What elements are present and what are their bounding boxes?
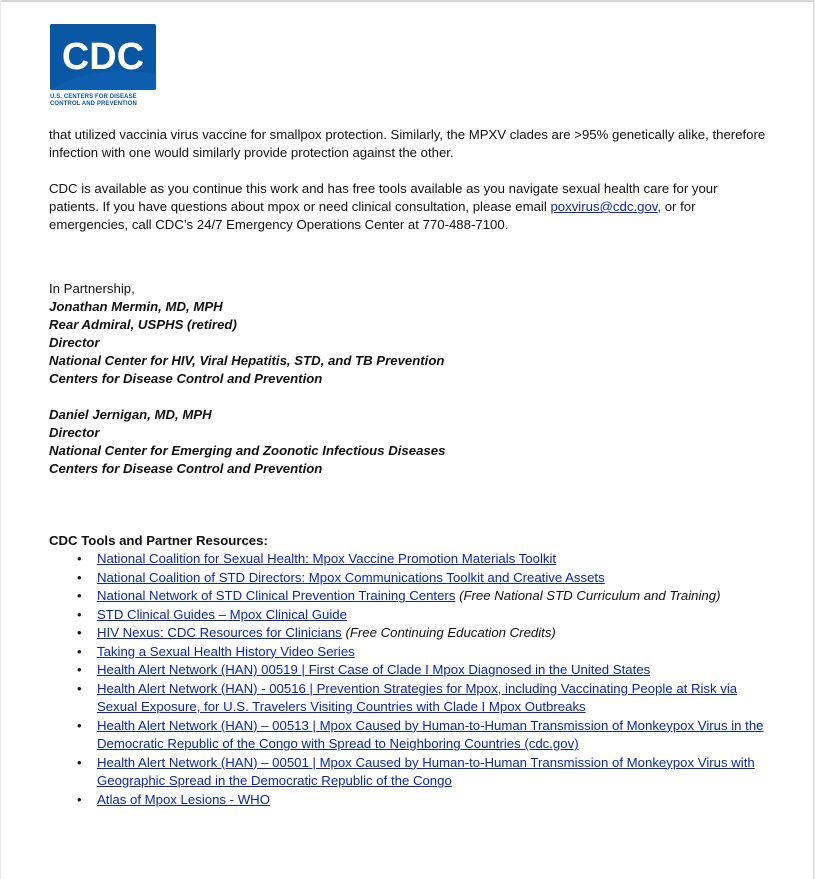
signer1-title: Director [49, 335, 100, 350]
page-left-border [0, 0, 1, 879]
paragraph-vaccine-protection: that utilized vaccinia virus vaccine for smallpox protection. Similarly, the MPXV clades are >95% genetically alike, therefore infection with one would similarly provide protection against the other. [49, 127, 766, 160]
cdc-logo [50, 24, 158, 112]
page-top-border [0, 0, 815, 2]
signer1-center: National Center for HIV, Viral Hepatitis, STD, and TB Prevention [49, 353, 445, 368]
signature-intro: In Partnership, [49, 281, 135, 296]
cdc-logo-subtitle-line1: U.S. CENTERS FOR DISEASE [50, 94, 137, 100]
resource-list-item [49, 791, 769, 810]
cdc-logo-subtitle [50, 94, 158, 108]
resource-list-item [49, 680, 769, 717]
resource-link[interactable]: STD Clinical Guides – Mpox Clinical Guide [97, 606, 347, 622]
bullet-icon: • [77, 606, 82, 622]
resource-list-item [49, 717, 769, 754]
resource-link[interactable]: Health Alert Network (HAN) - 00516 | Prevention Strategies for Mpox, including Vaccinating People at Risk via Sexual Exposure, for U.S. Travelers Visiting Countries with Clade I Mpox Outbreaks [97, 680, 738, 714]
bullet-icon: • [77, 662, 82, 677]
signer2-org: Centers for Disease Control and Prevention [49, 461, 323, 476]
signer2-title: Director [49, 425, 100, 440]
resource-link[interactable]: HIV Nexus: CDC Resources for Clinicians [97, 625, 342, 640]
bullet-icon: • [77, 625, 82, 640]
resource-link[interactable]: National Network of STD Clinical Prevention Training Centers [97, 588, 456, 603]
resources-section [49, 532, 769, 809]
signature-block [49, 280, 769, 478]
resource-list-item [49, 550, 769, 569]
bullet-icon: • [77, 551, 82, 566]
bullet-icon: • [77, 717, 82, 733]
signer1-org: Centers for Disease Control and Prevention [49, 371, 323, 386]
paragraph-cdc-contact-text: CDC is available as you continue this work and has free tools available as you navigate sexual health care for your patients. If you have questions about mpox or need clinical consultation, please email [49, 181, 718, 214]
cdc-logo-mark [50, 24, 156, 90]
resource-link[interactable]: National Coalition for Sexual Health: Mpox Vaccine Promotion Materials Toolkit [97, 551, 557, 566]
paragraph-cdc-contact-text-end: or for emergencies, call CDC’s 24/7 Emergency Operations Center at 770-488-7100. [49, 199, 696, 232]
signer2-center: National Center for Emerging and Zoonotic Infectious Diseases [49, 443, 446, 458]
resource-list-item [49, 606, 769, 625]
signer1-rank: Rear Admiral, USPHS (retired) [49, 317, 237, 332]
resource-list-item [49, 643, 769, 662]
resources-heading: CDC Tools and Partner Resources: [49, 533, 268, 548]
resource-list-item [49, 661, 769, 680]
resource-link[interactable]: Health Alert Network (HAN) – 00513 | Mpox Caused by Human-to-Human Transmission of Monkeypox Virus in the Democratic Republic of the Congo with Spread to Neighboring Countries (cdc.gov) [97, 717, 764, 751]
signer2-name: Daniel Jernigan, MD, MPH [49, 407, 212, 422]
cdc-logo-subtitle-line2: CONTROL AND PREVENTION [50, 101, 137, 107]
resource-link[interactable]: Atlas of Mpox Lesions - WHO [97, 791, 270, 807]
bullet-icon: • [77, 643, 82, 659]
bullet-icon: • [77, 754, 82, 770]
resource-link[interactable]: Health Alert Network (HAN) 00519 | First Case of Clade I Mpox Diagnosed in the United States [97, 662, 651, 677]
resource-link[interactable]: Health Alert Network (HAN) – 00501 | Mpox Caused by Human-to-Human Transmission of Monkeypox Virus with Geographic Spread in the Democratic Republic of the Congo [97, 754, 755, 788]
resource-link[interactable]: Taking a Sexual Health History Video Series [97, 643, 355, 659]
poxvirus-email-link[interactable]: poxvirus@cdc.gov, [550, 199, 662, 214]
resource-list-item [49, 587, 769, 606]
letter-content [49, 126, 769, 809]
cdc-logo-icon [50, 24, 156, 90]
resource-note: (Free National STD Curriculum and Training) [455, 588, 721, 603]
bullet-icon: • [77, 569, 82, 585]
resource-list-item [49, 624, 769, 643]
signer1-name: Jonathan Mermin, MD, MPH [49, 299, 223, 314]
resource-note: (Free Continuing Education Credits) [341, 625, 556, 640]
resource-list-item [49, 754, 769, 791]
resource-list-item [49, 569, 769, 588]
bullet-icon: • [77, 791, 82, 807]
bullet-icon: • [77, 588, 82, 603]
resources-list [49, 550, 769, 809]
resource-link[interactable]: National Coalition of STD Directors: Mpox Communications Toolkit and Creative Assets [97, 569, 605, 585]
paragraph-cdc-contact [49, 180, 769, 234]
bullet-icon: • [77, 680, 82, 696]
cdc-logo-text: CDC [61, 36, 145, 78]
